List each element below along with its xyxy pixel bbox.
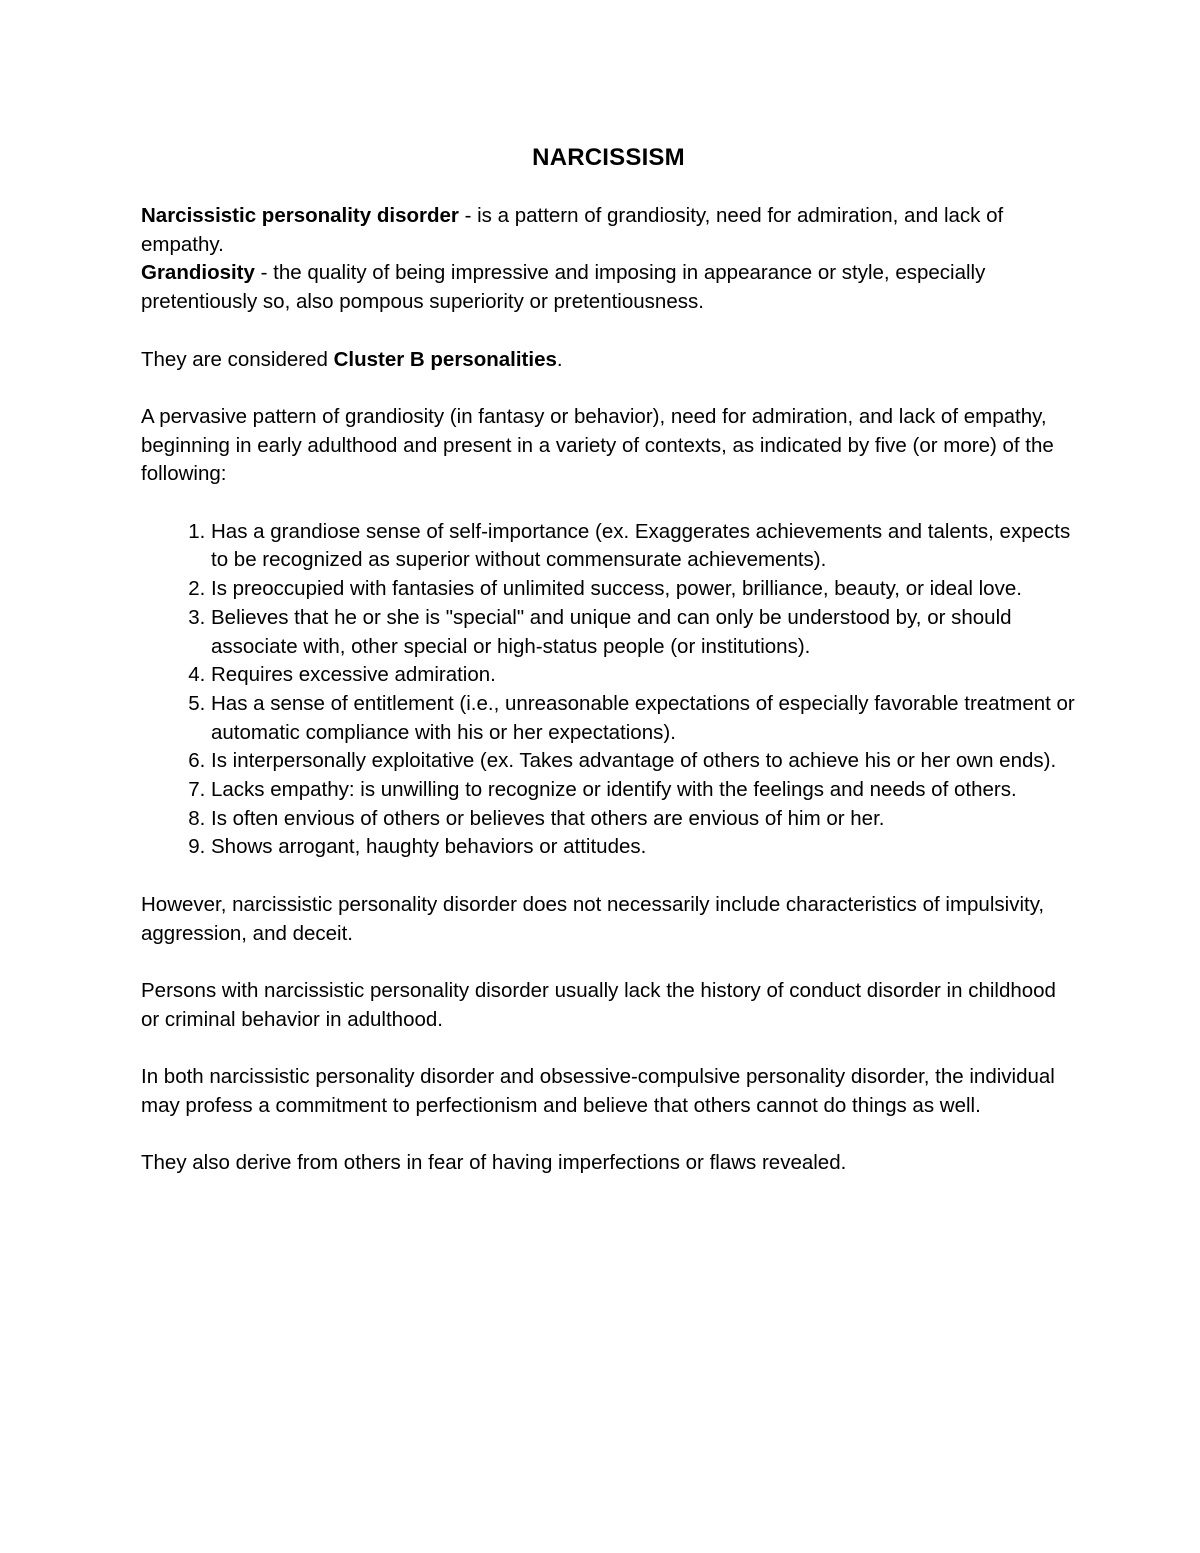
cluster-prefix: They are considered bbox=[141, 347, 334, 371]
definition-term: Narcissistic personality disorder bbox=[141, 204, 459, 227]
definition-grandiosity bbox=[141, 259, 1076, 316]
paragraph-impulsivity: However, narcissistic personality disorder does not necessarily include characteristics of impulsivity, aggression, and deceit. bbox=[141, 892, 1045, 945]
cluster-suffix: . bbox=[556, 347, 563, 371]
cluster-statement bbox=[141, 346, 1076, 375]
criteria-item: 1. Has a grandiose sense of self-importance (ex. Exaggerates achievements and talents, expects to be recognized as superior without commensurate achievements). bbox=[211, 518, 1076, 575]
paragraph-fear: They also derive from others in fear of having imperfections or flaws revealed. bbox=[141, 1151, 847, 1175]
criteria-intro: A pervasive pattern of grandiosity (in fantasy or behavior), need for admiration, and lack of empathy, beginning in early adulthood and present in a variety of contexts, as indicated by five (or more) of the following: bbox=[141, 404, 1054, 486]
criteria-item: 7. Lacks empathy: is unwilling to recognize or identify with the feelings and needs of others. bbox=[211, 776, 1076, 805]
document-title: NARCISSISM bbox=[532, 144, 685, 171]
definition-npd bbox=[141, 202, 1076, 259]
criteria-item: 2. Is preoccupied with fantasies of unlimited success, power, brilliance, beauty, or ideal love. bbox=[211, 575, 1076, 604]
cluster-bold: Cluster B personalities bbox=[333, 347, 557, 371]
criteria-item: 9. Shows arrogant, haughty behaviors or attitudes. bbox=[211, 833, 1076, 862]
definition-text: - the quality of being impressive and imposing in appearance or style, especially pretentiously so, also pompous superiority or pretentiousness. bbox=[141, 261, 986, 314]
document-page bbox=[141, 140, 1076, 1178]
paragraph-conduct: Persons with narcissistic personality disorder usually lack the history of conduct disorder in childhood or criminal behavior in adulthood. bbox=[141, 978, 1056, 1031]
criteria-list bbox=[141, 518, 1076, 862]
criteria-item: 5. Has a sense of entitlement (i.e., unreasonable expectations of especially favorable treatment or automatic compliance with his or her expectations). bbox=[211, 690, 1076, 747]
criteria-item: 4. Requires excessive admiration. bbox=[211, 661, 1076, 690]
criteria-item: 3. Believes that he or she is "special" and unique and can only be understood by, or should associate with, other special or high-status people (or institutions). bbox=[211, 604, 1076, 661]
paragraph-perfectionism: In both narcissistic personality disorder and obsessive-compulsive personality disorder, the individual may profess a commitment to perfectionism and believe that others cannot do things as well. bbox=[141, 1065, 1055, 1117]
definition-term: Grandiosity bbox=[141, 261, 255, 285]
criteria-item: 8. Is often envious of others or believes that others are envious of him or her. bbox=[211, 805, 1076, 834]
definition-text: - is a pattern of grandiosity, need for admiration, and lack of empathy. bbox=[141, 204, 1004, 256]
criteria-item: 6. Is interpersonally exploitative (ex. Takes advantage of others to achieve his or her own ends). bbox=[211, 747, 1076, 776]
